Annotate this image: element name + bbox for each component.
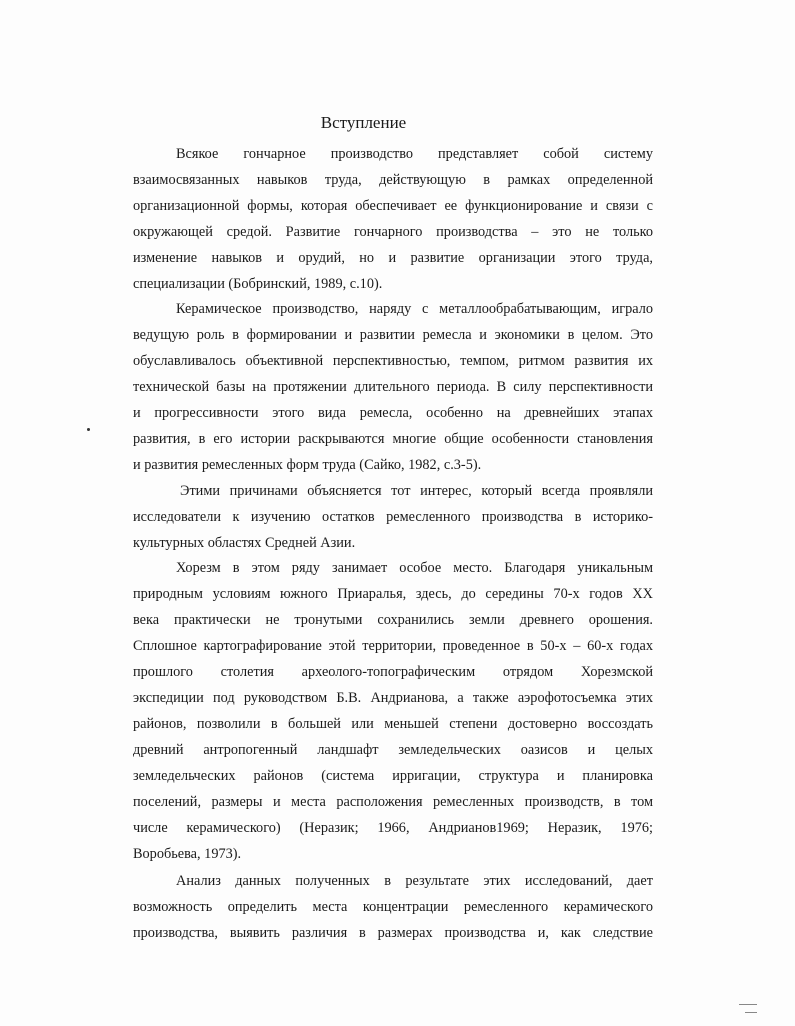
- text-line: взаимосвязанных навыков труда, действующую в рамках определенной: [133, 172, 653, 188]
- text-line: возможность определить места концентрации ремесленного керамического: [133, 899, 653, 915]
- text-line: производства, выявить различия в размерах производства и, как следствие: [133, 925, 653, 941]
- text-line: числе керамического) (Неразик; 1966, Андрианов1969; Неразик, 1976;: [133, 820, 653, 836]
- text-line: развития, в его истории раскрываются многие общие особенности становления: [133, 431, 653, 447]
- text-line: земледельческих районов (система ирригации, структура и планировка: [133, 768, 653, 784]
- text-line: поселений, размеры и места расположения ремесленных производств, в том: [133, 794, 653, 810]
- text-line: технической базы на протяжении длительного периода. В силу перспективности: [133, 379, 653, 395]
- text-line: Воробьева, 1973).: [133, 846, 242, 862]
- text-line: районов, позволили в большей или меньшей степени достоверно воссоздать: [133, 716, 653, 732]
- text-line: экспедиции под руководством Б.В. Андрианова, а также аэрофотосъемка этих: [133, 690, 653, 706]
- scan-edge-mark: [739, 1004, 757, 1005]
- text-line: Хорезм в этом ряду занимает особое место. Благодаря уникальным: [176, 560, 653, 576]
- scan-speck: [87, 428, 90, 431]
- text-line: Анализ данных полученных в результате этих исследований, дает: [176, 873, 653, 889]
- text-line: исследователи к изучению остатков ремесленного производства в историко-: [133, 509, 653, 525]
- text-line: окружающей средой. Развитие гончарного производства – это не только: [133, 224, 653, 240]
- text-line: и развития ремесленных форм труда (Сайко, 1982, с.3-5).: [133, 457, 482, 473]
- text-line: и прогрессивности этого вида ремесла, особенно на древнейших этапах: [133, 405, 653, 421]
- text-line: Этими причинами объясняется тот интерес, который всегда проявляли: [180, 483, 653, 499]
- text-line: изменение навыков и орудий, но и развитие организации этого труда,: [133, 250, 653, 266]
- text-line: прошлого столетия археолого-топографическим отрядом Хорезмской: [133, 664, 653, 680]
- text-line: Сплошное картографирование этой территории, проведенное в 50-х – 60-х годах: [133, 638, 653, 654]
- text-line: специализации (Бобринский, 1989, с.10).: [133, 276, 383, 292]
- text-line: Всякое гончарное производство представляет собой систему: [176, 146, 653, 162]
- text-line: древний антропогенный ландшафт земледельческих оазисов и целых: [133, 742, 653, 758]
- text-line: культурных областях Средней Азии.: [133, 535, 356, 551]
- text-line: природным условиям южного Приаралья, здесь, до середины 70-х годов XX: [133, 586, 653, 602]
- text-line: Керамическое производство, наряду с металлообрабатывающим, играло: [176, 301, 653, 317]
- text-line: века практически не тронутыми сохранились земли древнего орошения.: [133, 612, 653, 628]
- page-title: Вступление: [320, 113, 407, 132]
- scan-edge-mark: [745, 1012, 757, 1013]
- text-line: организационной формы, которая обеспечивает ее функционирование и связи с: [133, 198, 653, 214]
- text-line: обуславливалось объективной перспективностью, темпом, ритмом развития их: [133, 353, 653, 369]
- text-line: ведущую роль в формировании и развитии ремесла и экономики в целом. Это: [133, 327, 653, 343]
